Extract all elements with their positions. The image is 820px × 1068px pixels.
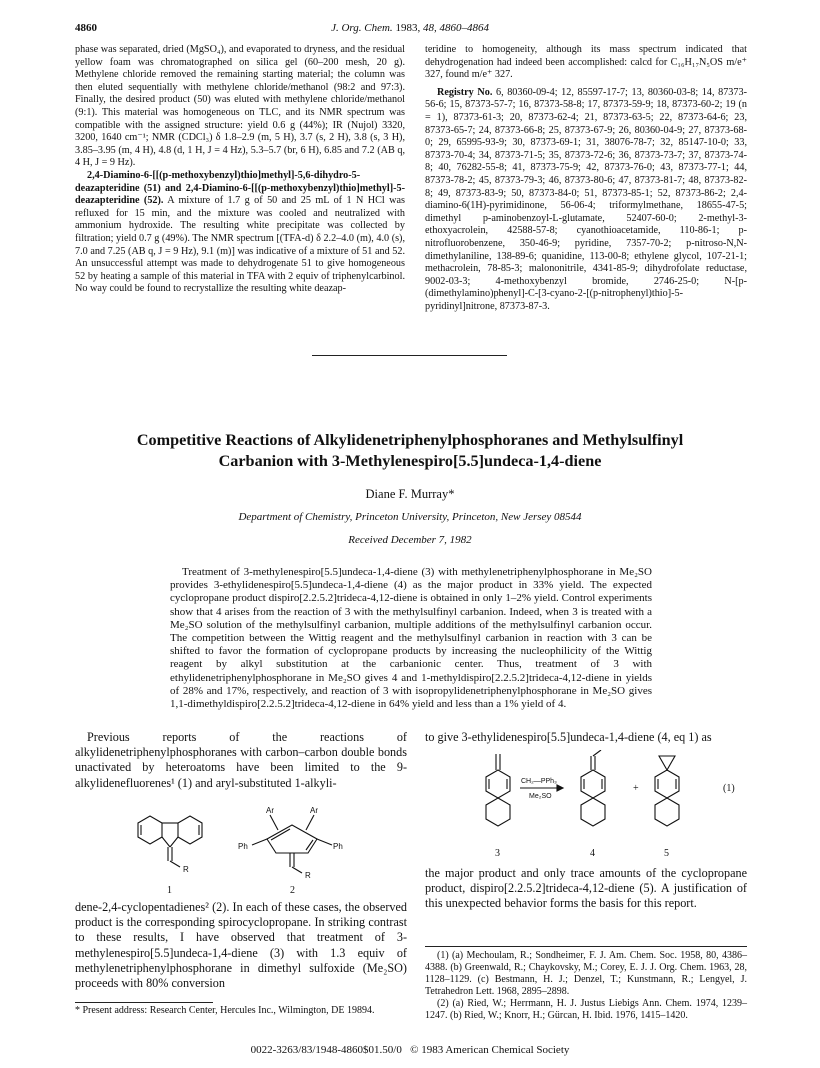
solvent-label: Me₂SO xyxy=(529,793,552,800)
structure-2-r-label: R xyxy=(305,871,311,880)
experimental-paragraph: phase was separated, dried (MgSO₄), and evaporated to dryness, and the residual yellow foam was chromatographed on silica gel (60–200 mesh, 20 g). Methylene chloride removed the remaining starting material; the column was then eluted sequentially with methylene chloride/methanol (98:2 and 97:3). Finally, the desired product (50) was eluted with methylene chloride/methanol (9:1). This material was homogeneous on TLC, and its NMR spectrum was compatible with the assigned structure: yield 0.6 g (44%); IR (Nujol) 3320, 3200, 1640 cm⁻¹; NMR (CDCl₃) δ 1.8–2.9 (m, 5 H), 3.7 (s, 2 H), 3.8 (s, 3 H), 3.85–3.95 (m, 4 H), 4.8 (d, 1 H, J = 4 Hz), 5.3–5.7 (br, 6 H), 6.85 and 7.2 (AB q, 4 H, J = 9 Hz). xyxy=(75,44,405,169)
results-paragraph: the major product and only trace amounts of the cyclopropane product, dispiro[2.2.5.2]trideca-4,12-diene (5). A justification of this unexpected behavior forms the basis for this report. xyxy=(425,866,747,911)
footnote-rule-right xyxy=(425,946,747,947)
journal-volume: 48, 4860–4864 xyxy=(422,22,489,34)
cyclopentadiene-ring xyxy=(267,825,317,853)
compound-3-label: 3 xyxy=(495,848,500,859)
article-title: Competitive Reactions of Alkylidenetriphenylphosphoranes and Methylsulfinyl Carbanion with 3-Methylenespiro[5.5]undeca-1,4-diene xyxy=(136,431,684,470)
structure-2-ph-left: Ph xyxy=(238,842,248,851)
compound-body: A mixture of 1.7 g of 50 and 25 mL of 1 N HCl was refluxed for 15 min, and the mixture was cooled and neutralized with ammonium hydroxide. The resulting white precipitate was collected by filtration; yield 0.7 g (49%). The NMR spectrum [(TFA-d) δ 2.2–4.0 (m), 4.0 (s), 7.0 and 7.25 (AB q, J = 9 Hz), 9.1 (m)] was indicative of a mixture of 51 and 52. An unsuccessful attempt was made to dehydrogenate 51 to give homogeneous 52 by heating a sample of this material in TFA with 2 equiv of triphenylcarbinol. No way could be found to recrystallize the resulting white deazap- xyxy=(75,195,405,295)
body-right-top xyxy=(425,730,747,745)
present-address-footnote: * Present address: Research Center, Hercules Inc., Wilmington, DE 19894. xyxy=(75,1005,375,1016)
body-right-bottom xyxy=(425,866,747,912)
compound-5-cyclopropane xyxy=(659,756,675,770)
copyright: © 1983 American Chemical Society xyxy=(410,1044,570,1056)
references xyxy=(425,950,747,1022)
structure-2-label: 2 xyxy=(290,885,295,896)
journal-year: 1983, xyxy=(395,22,421,34)
body-left-top xyxy=(75,730,407,791)
compound-3-diene-ring xyxy=(486,770,510,798)
experimental-continuation: teridine to homogeneity, although its mass spectrum indicated that dehydrogenation had indeed been accomplished: calcd for C₁₆H₁₇N₅OS m/e⁺ 327, found m/e⁺ 327. xyxy=(425,44,747,81)
compound-4-diene-ring xyxy=(581,770,605,798)
structure-1-r-label: R xyxy=(183,865,189,874)
experimental-paragraph-2 xyxy=(75,170,405,296)
compound-heading: 2,4-Diamino-6-[[(p-methoxybenzyl)thio]methyl]-5,6-dihydro-5-deazapteridine (51) and 2,4-Diamino-6-[[(p-methoxybenzyl)thio]methyl]-5-deazapteridine (52). xyxy=(75,169,405,207)
structure-2-ph-right: Ph xyxy=(333,842,343,851)
body-left-bottom xyxy=(75,900,407,991)
registry-label: Registry No. xyxy=(437,86,493,98)
reference-1: (1) (a) Mechoulam, R.; Sondheimer, F. J. Am. Chem. Soc. 1958, 80, 4386–4388. (b) Greenwald, R.; Chaykovsky, M.; Corey, E. J. J. Org. Chem. 1963, 28, 1128–1129. (c) Bestmann, H. J.; Denzel, T.; Kunstmann, R.; Lengyel, J. Tetrahedron Lett. 1968, 2895–2898. xyxy=(425,950,747,997)
equation-1-scheme xyxy=(425,750,747,865)
page-footer xyxy=(0,1044,820,1056)
article-divider xyxy=(312,355,507,356)
previous-article-right-column xyxy=(425,44,747,313)
intro-paragraph: Previous reports of the reactions of alkylidenetriphenylphosphoranes with carbon–carbon double bonds unactivated by heteroatoms have been limited to the 9-alkylidenefluorenes¹ (1) and aryl-substituted 1-alkyli- xyxy=(75,730,407,790)
registry-body: 6, 80360-09-4; 12, 85597-17-7; 13, 80360-03-8; 14, 87373-56-6; 15, 87373-57-7; 16, 87373-58-8; 17, 87373-59-9; 18, 87373-60-2; 19 (n = 1), 87373-61-3; 20, 87373-62-4; 21, 87373-63-5; 22, 87373-64-6; 23, 87373-65-7; 24, 87373-66-8; 25, 87373-67-9; 26, 80360-04-9; 27, 87373-68-0; 29, 65995-93-9; 30, 87373-69-1; 31, 38076-78-7; 32, 85147-10-0; 33, 87373-70-4; 34, 87373-71-5; 35, 87373-72-6; 36, 87373-73-7; 37, 87373-74-8; 40, 76282-55-8; 41, 87373-75-9; 42, 87373-76-0; 43, 87373-77-1; 44, 87373-78-2; 45, 87373-79-3; 46, 87373-80-6; 47, 87373-81-7; 48, 87373-82-8; 49, 87373-83-9; 50, 87373-84-0; 51, 87373-85-1; 52, 87373-86-2; 2,4-diamino-6(1H)-pyrimidinone, 56-06-4; triformylmethane, 18655-47-5; dimethyl p-aminobenzoyl-L-glutamate, 52407-60-0; 2-methyl-3-ethoxyacrolein, 42588-57-8; cyanothioacetamide, 110-86-1; p-nitrofluorobenzene, 350-46-9; pyridine, 7357-70-2; p-nitroso-N,N-dimethylaniline, 138-89-6; quanidine, 113-00-8; ethylene glycol, 107-21-1; methacrolein, 78-85-3; malononitrile, 4341-85-9; dihydrofolate reductase, 9002-03-3; 4-methoxybenzyl bromide, 2746-25-0; N-[p-(dimethylamino)phenyl]-C-[3-cyano-2-[(p-nitrophenyl)thio]-5-pyridinyl]nitrone, 87373-87-3. xyxy=(425,86,747,312)
reference-2: (2) (a) Ried, W.; Herrmann, H. J. Justus Liebigs Ann. Chem. 1974, 1239–1247. (b) Ried, W.; Knorr, H.; Gürcan, H. Ibid. 1976, 1415–1420. xyxy=(425,998,747,1021)
fluorene-right-ring xyxy=(178,816,202,844)
intro-paragraph-continued: dene-2,4-cyclopentadienes² (2). In each of these cases, the observed product is the corresponding spirocyclopropane. In striking contrast to these results, I have observed that treatment of 3-methylenespiro[5.5]undeca-1,4-diene (3) with 1.3 equiv of methylenetriphenylphosphorane in dimethyl sulfoxide (Me₂SO) proceeds with 80% conversion xyxy=(75,900,407,991)
footnote-left xyxy=(75,1005,407,1017)
equation-number: (1) xyxy=(723,783,735,794)
registry-paragraph xyxy=(425,87,747,314)
received-date: Received December 7, 1982 xyxy=(348,534,472,546)
equation-lead-in: to give 3-ethylidenespiro[5.5]undeca-1,4-diene (4, eq 1) as xyxy=(425,730,712,744)
compound-5-cyclohexane xyxy=(655,798,679,826)
article-code: 0022-3263/83/1948-4860$01.50/0 xyxy=(250,1044,402,1056)
plus-sign: + xyxy=(633,783,639,794)
compound-4-label: 4 xyxy=(590,848,595,859)
structure-2-ar-right: Ar xyxy=(310,806,318,815)
footnote-rule-left xyxy=(75,1002,213,1003)
structure-2-ar-left: Ar xyxy=(266,806,274,815)
reagent-label: CH₂—PPh₃ xyxy=(521,778,557,785)
abstract xyxy=(170,566,652,711)
compound-3-cyclohexane xyxy=(486,798,510,826)
compound-4-cyclohexane xyxy=(581,798,605,826)
compound-5-label: 5 xyxy=(664,848,669,859)
author: Diane F. Murray* xyxy=(365,487,455,501)
affiliation: Department of Chemistry, Princeton University, Princeton, New Jersey 08544 xyxy=(238,511,582,523)
compound-5-diene-ring xyxy=(655,770,679,798)
abstract-text: Treatment of 3-methylenespiro[5.5]undeca-1,4-diene (3) with methylenetriphenylphosphorane in Me₂SO provides 3-ethylidenespiro[5.5]undeca-1,4-diene (4) as the major product in 33% yield. The expected cyclopropane product dispiro[2.2.5.2]trideca-4,12-diene is obtained in only 1–2% yield. Control experiments show that 4 arises from the reaction of 3 with the methylsulfinyl carbanion. Indeed, when 3 is treated with a Me₂SO solution of the methylsulfinyl carbanion, multiple additions of the methylsulfinyl carbanion occur. The competition between the Wittig reagent and the methylsulfinyl carbanion in reaction with 3 can be shifted to favor the formation of cyclopropane products by increasing the nucleophilicity of the Wittig reagent by alkyl substitution at the carbanionic center. Thus, treatment of 3 with ethylidenetriphenylphosphorane in Me₂SO gives 4 and 1-methyldispiro[2.2.5.2]trideca-4,12-diene in yields of 28% and 17%, respectively, and reaction of 3 with isopropylidenetriphenylphosphorane in Me₂SO gives 1,1-dimethyldispiro[2.2.5.2]trideca-4,12-diene in 64% yield and less than a 1% yield of 4. xyxy=(170,566,652,711)
previous-article-left-column xyxy=(75,44,405,296)
fluorene-left-ring xyxy=(138,816,162,844)
structures-1-2 xyxy=(120,795,370,905)
page-number: 4860 xyxy=(75,22,97,34)
journal-citation xyxy=(0,22,820,34)
structure-1-label: 1 xyxy=(167,885,172,896)
journal-name: J. Org. Chem. xyxy=(331,22,393,34)
